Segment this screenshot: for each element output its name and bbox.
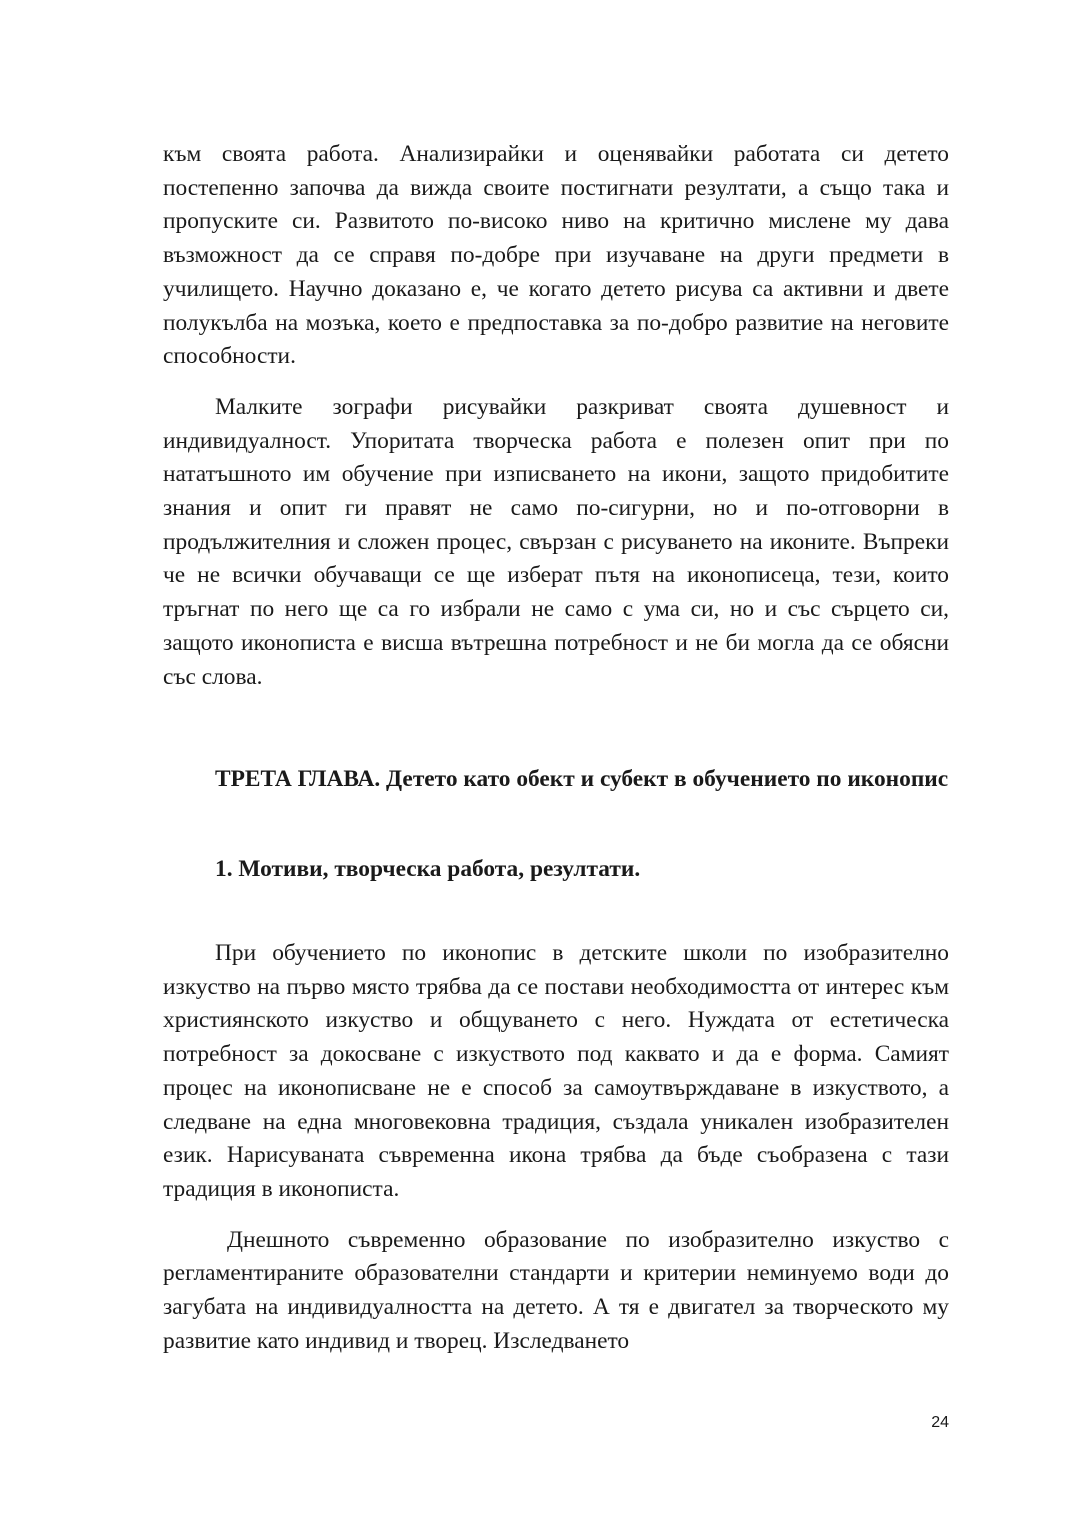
chapter-heading: ТРЕТА ГЛАВА. Детето като обект и субект в обучението по иконопис [215,766,949,792]
page-number: 24 [931,1414,949,1431]
section-heading: 1. Мотиви, творческа работа, резултати. [215,856,641,882]
paragraph-2: Малките зографи рисувайки разкриват своята душевност и индивидуалност. Упоритата творческа работа е полезен опит при по нататъшното им обучение при изписването на икони, защото придобитите знания и опит ги правят не само по-сигурни, но и по-отговорни в продължителния и сложен процес, свързан с рисуването на иконите. Въпреки че не всички обучаващи се ще изберат пътя на иконописеца, тези, които тръгнат по него ще са го избрали не само с ума си, но и със сърцето си, защото иконописта е висша вътрешна потребност и не би могла да се обясни със слова. [163,393,949,690]
paragraph-4: Днешното съвременно образование по изобразително изкуство с регламентираните образователни стандарти и критерии неминуемо води до загубата на индивидуалността на детето. А тя е двигател за творческото му развитие като индивид и творец. Изследването [163,1226,949,1354]
paragraph-group-bottom [163,937,949,1358]
paragraph-group-top [163,138,949,694]
paragraph-3: При обучението по иконопис в детските школи по изобразително изкуство на първо място трябва да се постави необходимостта от интерес към християнското изкуство и общуването с него. Нуждата от естетическа потребност за докосване с изкуството под каквато и да е форма. Самият процес на иконописване не е способ за самоутвърждаване в изкуството, а следване на една многовековна традиция, създала уникален изобразителен език. Нарисуваната съвременна икона трябва да бъде съобразена с тази традиция в иконописта. [163,940,949,1202]
paragraph-1: към своята работа. Анализирайки и оценявайки работата си детето постепенно започва да вижда своите постигнати резултати, а също така и пропуските си. Развитото по-високо ниво на критично мислене му дава възможност да се справя по-добре при изучаване на други предмети в училището. Научно доказано е, че когато детето рисува са активни и двете полукълба на мозъка, което е предпоставка за по-добро развитие на неговите способности. [163,141,949,370]
